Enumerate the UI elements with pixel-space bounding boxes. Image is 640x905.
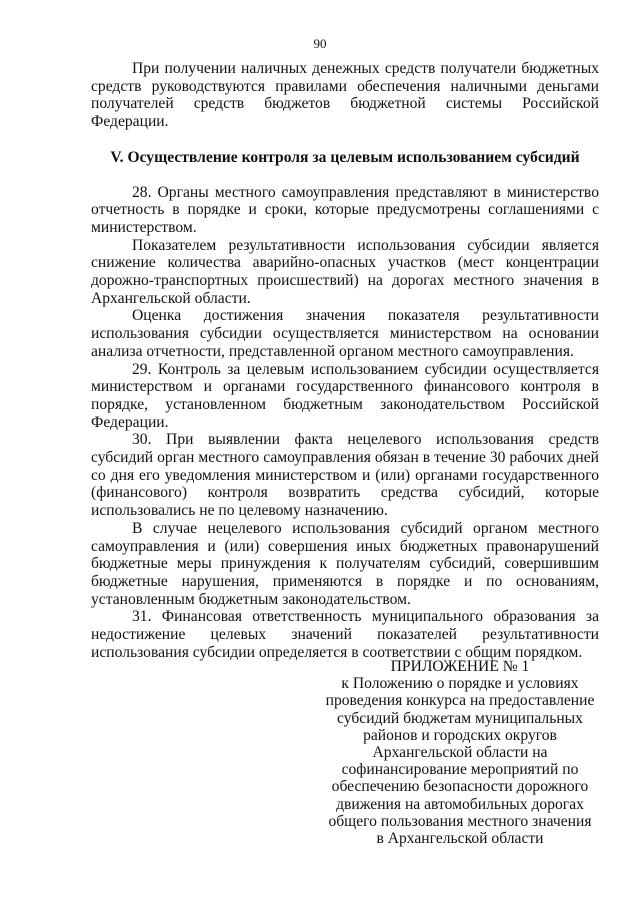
appendix-line: Архангельской области на: [372, 744, 548, 762]
appendix-line: софинансирование мероприятий по: [341, 761, 579, 779]
appendix-line: районов и городских округов: [363, 726, 557, 744]
paragraph-30: 30. При выявлении факта нецелевого использования средств субсидий орган местного самоуправления обязан в течение 30 рабочих дней со дня его уведомления министерством и (или) органами государственного (финансового) контроля возвратить средства субсидий, которые использовались не по целевому назначению.: [91, 431, 599, 520]
appendix-block: [320, 658, 600, 847]
appendix-title: ПРИЛОЖЕНИЕ № 1: [390, 658, 530, 675]
appendix-line: в Архангельской области: [376, 830, 544, 848]
section-heading: V. Осуществление контроля за целевым использованием субсидий: [110, 148, 580, 166]
paragraph-30-misuse: В случае нецелевого использования субсидий органом местного самоуправления и (или) совершения иных бюджетных правонарушений бюджетные меры принуждения к получателям субсидий, совершившим бюджетные нарушения, применяются в порядке и по основаниям, установленным бюджетным законодательством.: [91, 519, 599, 608]
paragraph-28: 28. Органы местного самоуправления представляют в министерство отчетность в порядке и сроки, которые предусмотрены соглашениями с министерством.: [91, 183, 599, 236]
appendix-line: обеспечению безопасности дорожного: [331, 778, 589, 796]
appendix-line: движения на автомобильных дорогах: [336, 795, 584, 813]
paragraph-31: 31. Финансовая ответственность муниципального образования за недостижение целевых значений показателей результативности использования субсидии определяется в соответствии с общим порядком.: [91, 608, 599, 661]
paragraph-29: 29. Контроль за целевым использованием субсидии осуществляется министерством и органами государственного финансового контроля в порядке, установленном бюджетным законодательством Российской Федерации.: [91, 360, 599, 431]
paragraph-cash-funds: При получении наличных денежных средств получатели бюджетных средств руководствуются правилами обеспечения наличными деньгами получателей средств бюджетов бюджетной системы Российской Федерации.: [91, 60, 599, 131]
appendix-line: проведения конкурса на предоставление: [325, 692, 595, 710]
page-number: 90: [313, 36, 327, 51]
appendix-line: общего пользования местного значения: [328, 812, 592, 830]
appendix-line: субсидий бюджетам муниципальных: [337, 709, 583, 727]
paragraph-28-indicator: Показателем результативности использования субсидии является снижение количества аварийно-опасных участков (мест концентрации дорожно-транспортных происшествий) на дорогах местного значения в Архангельской области.: [91, 236, 599, 307]
paragraph-28-evaluation: Оценка достижения значения показателя результативности использования субсидии осуществляется министерством на основании анализа отчетности, представленной органом местного самоуправления.: [91, 307, 599, 360]
appendix-line: к Положению о порядке и условиях: [341, 675, 579, 693]
document-body: [91, 60, 599, 662]
